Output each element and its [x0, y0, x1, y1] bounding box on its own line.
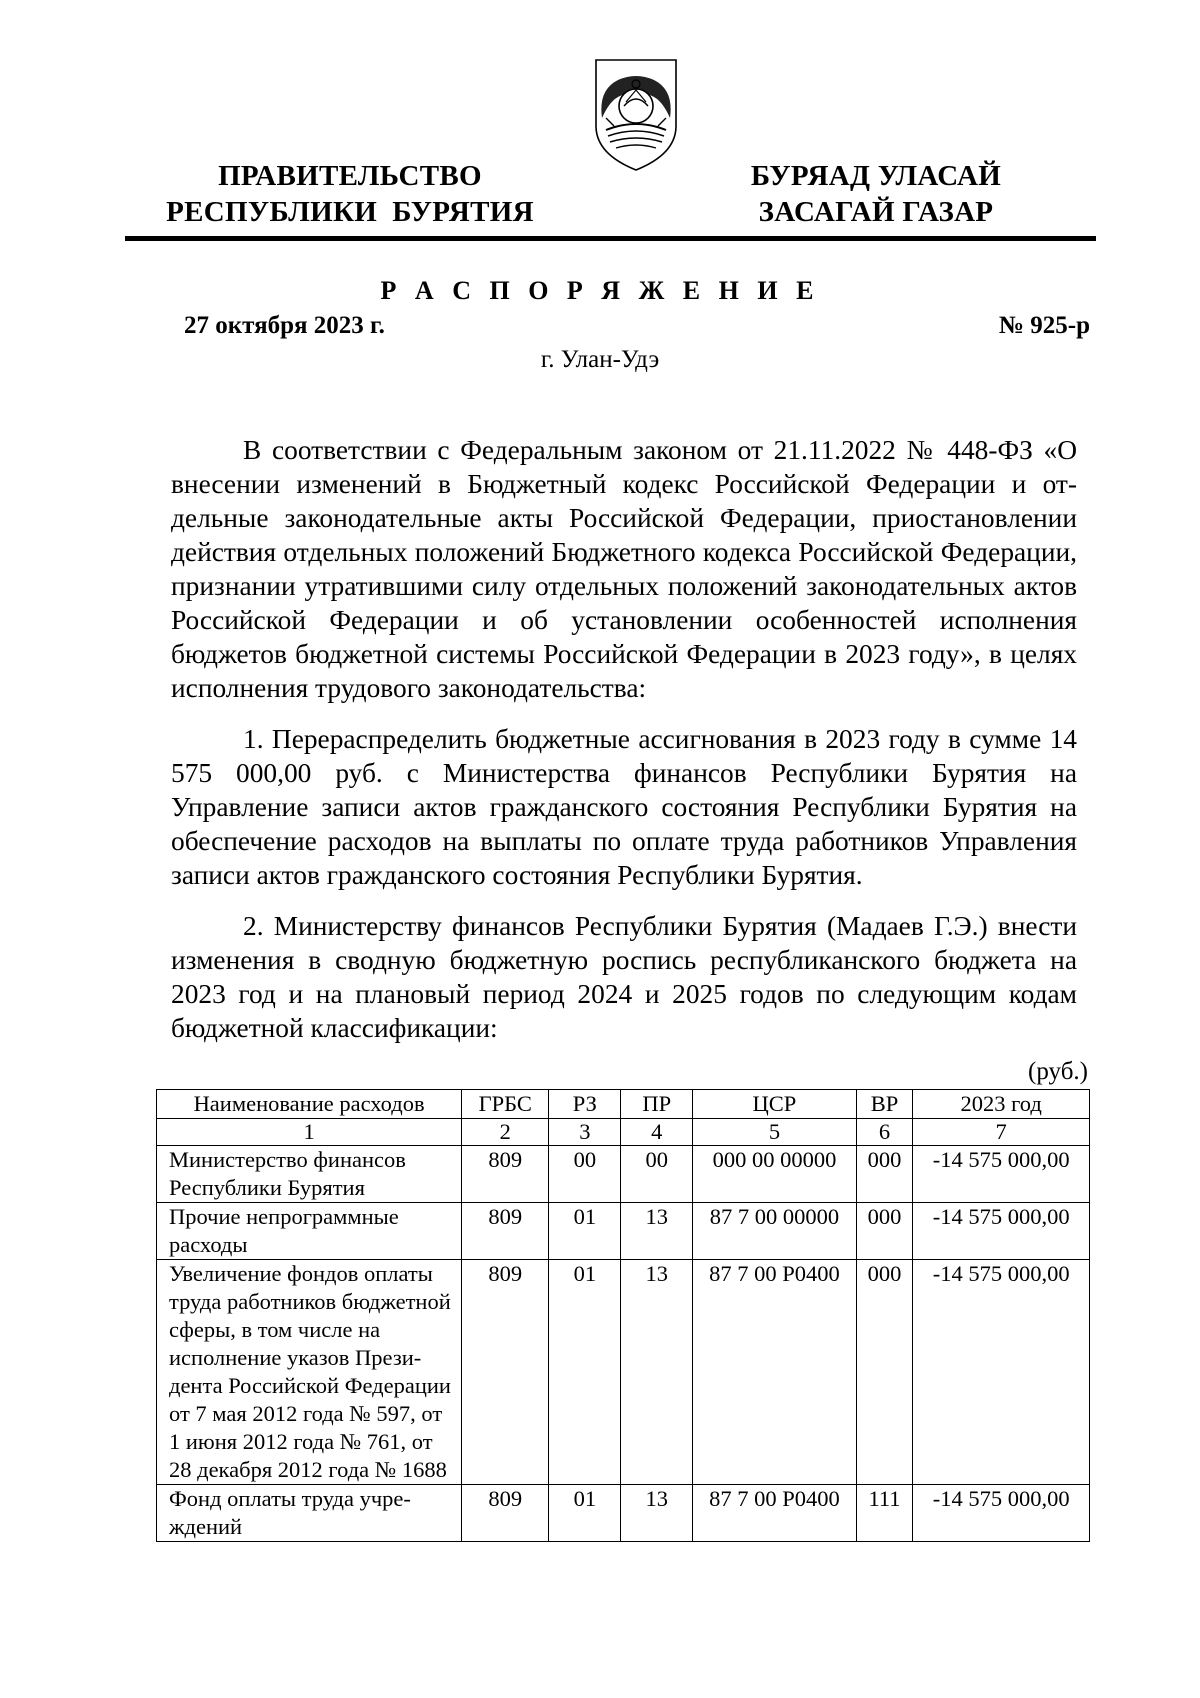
table-row [157, 1260, 1090, 1485]
csr-cell: 87 7 00 Р0400 [693, 1260, 856, 1485]
paragraph-text: 1. Перераспределить бюджетные ассигнования в 2023 году в сумме 14 575 000,00 руб. с Министерства финансов Республики Бурятия на Управление записи актов гражданского состояния Республики Бурятия на обеспечение расходов на выплаты по оплате труда работников Управления записи актов гражданского состояния Республики Бурятия. [171, 724, 1077, 890]
document-date: 27 октября 2023 г. [184, 312, 385, 339]
rz-cell: 01 [549, 1485, 621, 1542]
table-header-row [157, 1090, 1090, 1119]
table-unit-label: (руб.) [1028, 1058, 1088, 1085]
expense-name: Прочие непрограммные расходы [157, 1203, 462, 1260]
rz-cell: 01 [549, 1203, 621, 1260]
document-number: № 925-р [998, 312, 1090, 339]
vr-cell: 000 [856, 1203, 913, 1260]
table-row [157, 1485, 1090, 1542]
table-column-number-row [157, 1119, 1090, 1146]
csr-cell: 000 00 00000 [693, 1146, 856, 1203]
expense-name: Фонд оплаты труда учреждений [157, 1485, 462, 1542]
column-header: Наименование расходов [157, 1090, 462, 1119]
paragraph-preamble [171, 433, 1077, 705]
table-row [157, 1146, 1090, 1203]
column-header: ВР [856, 1090, 913, 1119]
amount-cell: -14 575 000,00 [913, 1260, 1090, 1485]
paragraph-item-1 [171, 722, 1077, 892]
header-left-line1: ПРАВИТЕЛЬСТВО [218, 160, 482, 192]
grbs-cell: 809 [462, 1203, 549, 1260]
header-right [706, 158, 1046, 230]
column-number: 5 [693, 1119, 856, 1146]
header-right-line2: ЗАСАГАЙ ГАЗАР [758, 196, 994, 228]
pr-cell: 13 [621, 1203, 693, 1260]
rz-cell: 00 [549, 1146, 621, 1203]
paragraph-text: 2. Министерству финансов Республики Бурятия (Мадаев Г.Э.) внести изменения в сводную бюджетную роспись республиканского бюджета на 2023 год и на плановый период 2024 и 2025 годов по следующим кодам бюджетной классификации: [171, 911, 1077, 1043]
rz-cell: 01 [549, 1260, 621, 1485]
csr-cell: 87 7 00 Р0400 [693, 1485, 856, 1542]
amount-cell: -14 575 000,00 [913, 1146, 1090, 1203]
header-left-line2: РЕСПУБЛИКИ БУРЯТИЯ [166, 196, 534, 228]
header-divider [125, 236, 1096, 241]
column-header: ПР [621, 1090, 693, 1119]
grbs-cell: 809 [462, 1485, 549, 1542]
column-header: ЦСР [693, 1090, 856, 1119]
column-number: 3 [549, 1119, 621, 1146]
pr-cell: 13 [621, 1485, 693, 1542]
column-number: 1 [157, 1119, 462, 1146]
column-header: 2023 год [913, 1090, 1090, 1119]
pr-cell: 13 [621, 1260, 693, 1485]
amount-cell: -14 575 000,00 [913, 1485, 1090, 1542]
column-number: 4 [621, 1119, 693, 1146]
document-city: г. Улан-Удэ [540, 346, 660, 373]
column-header: ГРБС [462, 1090, 549, 1119]
column-number: 2 [462, 1119, 549, 1146]
header-right-line1: БУРЯАД УЛАСАЙ [750, 160, 1002, 192]
pr-cell: 00 [621, 1146, 693, 1203]
vr-cell: 000 [856, 1260, 913, 1485]
document-type: Р А С П О Р Я Ж Е Н И Е [380, 276, 820, 305]
coat-of-arms-emblem [588, 56, 684, 174]
paragraph-text: В соответствии с Федеральным законом от 21.11.2022 № 448-ФЗ «О внесении изменений в Бюджетный кодекс Российской Федерации и отдельные законодательные акты Российской Федерации, приостановлении действия отдельных положений Бюджетного кодекса Российской Федерации, признании утратившими силу отдельных положений законодательных актов Российской Федерации и об установлении особенностей исполнения бюджетов бюджетной системы Российской Федерации в 2023 году», в целях исполнения трудового законодательства: [171, 435, 1077, 703]
expense-name: Министерство финансов Республики Бурятия [157, 1146, 462, 1203]
csr-cell: 87 7 00 00000 [693, 1203, 856, 1260]
table-row [157, 1203, 1090, 1260]
paragraph-item-2 [171, 909, 1077, 1045]
column-header: РЗ [549, 1090, 621, 1119]
grbs-cell: 809 [462, 1260, 549, 1485]
amount-cell: -14 575 000,00 [913, 1203, 1090, 1260]
column-number: 6 [856, 1119, 913, 1146]
vr-cell: 000 [856, 1146, 913, 1203]
budget-table [156, 1089, 1090, 1542]
vr-cell: 111 [856, 1485, 913, 1542]
header-left [150, 158, 550, 230]
grbs-cell: 809 [462, 1146, 549, 1203]
column-number: 7 [913, 1119, 1090, 1146]
expense-name: Увеличение фондов оплаты труда работников бюджетной сферы, в том числе на исполнение указов Президента Российской Федерации от 7 мая 2012 года № 597, от 1 июня 2012 года № 761, от 28 декабря 2012 года № 1688 [157, 1260, 462, 1485]
